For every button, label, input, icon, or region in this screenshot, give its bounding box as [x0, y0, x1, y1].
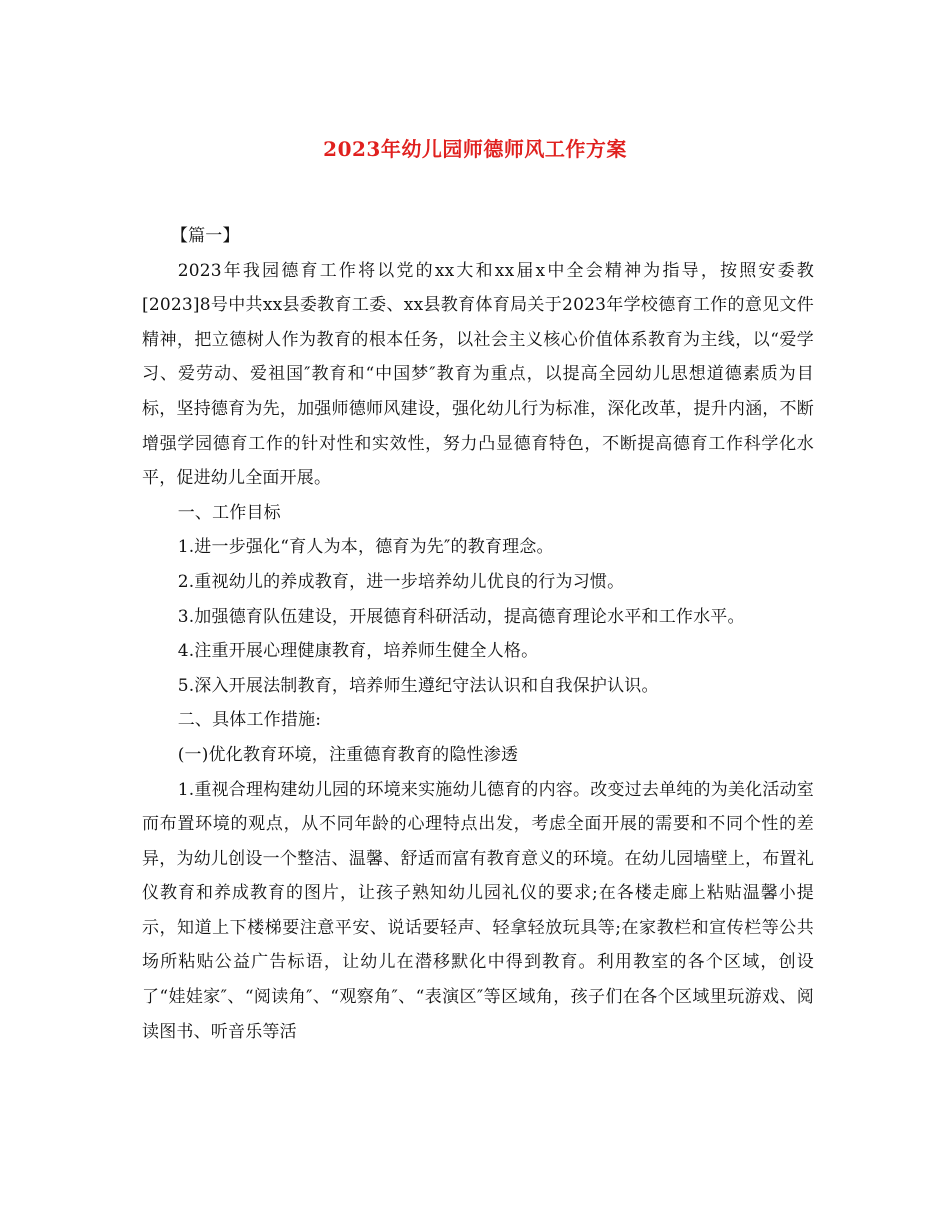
- document-body: [142, 219, 814, 1049]
- measures-heading: 二、具体工作措施:: [177, 710, 322, 731]
- goal-item: 2.重视幼儿的养成教育，进一步培养幼儿优良的行为习惯。: [177, 571, 625, 592]
- measure-paragraph: 1.重视合理构建幼儿园的环境来实施幼儿德育的内容。改变过去单纯的为美化活动室而布置环境的观点，从不同年龄的心理特点出发，考虑全面开展的需要和不同个性的差异，为幼儿创设一个整洁、温馨、舒适而富有教育意义的环境。在幼儿园墙壁上，布置礼仪教育和养成教育的图片，让孩子熟知幼儿园礼仪的要求;在各楼走廊上粘贴温馨小提示，知道上下楼梯要注意平安、说话要轻声、轻拿轻放玩具等;在家教栏和宣传栏等公共场所粘贴公益广告标语，让幼儿在潜移默化中得到教育。利用教室的各个区域，创设了“娃娃家″、“阅读角″、“观察角″、“表演区″等区域角，孩子们在各个区域里玩游戏、阅读图书、听音乐等活: [142, 779, 814, 1042]
- goal-item: 5.深入开展法制教育，培养师生遵纪守法认识和自我保护认识。: [177, 675, 659, 696]
- goal-item: 1.进一步强化“育人为本，德育为先″的教育理念。: [177, 537, 554, 558]
- goal-item: 3.加强德育队伍建设，开展德育科研活动，提高德育理论水平和工作水平。: [177, 606, 745, 627]
- sub-heading: (一)优化教育环境，注重德育教育的隐性渗透: [177, 744, 519, 765]
- document-title: 2023年幼儿园师德师风工作方案: [323, 137, 627, 161]
- intro-paragraph: 2023年我园德育工作将以党的xx大和xx届x中全会精神为指导，按照安委教[2023]8号中共xx县委教育工委、xx县教育体育局关于2023年学校德育工作的意见文件精神，把立德树人作为教育的根本任务，以社会主义核心价值体系教育为主线，以“爱学习、爱劳动、爱祖国″教育和“中国梦″教育为重点，以提高全园幼儿思想道德素质为目标，坚持德育为先，加强师德师风建设，强化幼儿行为标准，深化改革，提升内涵，不断增强学园德育工作的针对性和实效性，努力凸显德育特色，不断提高德育工作科学化水平，促进幼儿全面开展。: [142, 260, 814, 489]
- goals-heading: 一、工作目标: [177, 502, 281, 523]
- goal-item: 4.注重开展心理健康教育，培养师生健全人格。: [177, 641, 539, 662]
- section-marker: 【篇一】: [170, 226, 240, 246]
